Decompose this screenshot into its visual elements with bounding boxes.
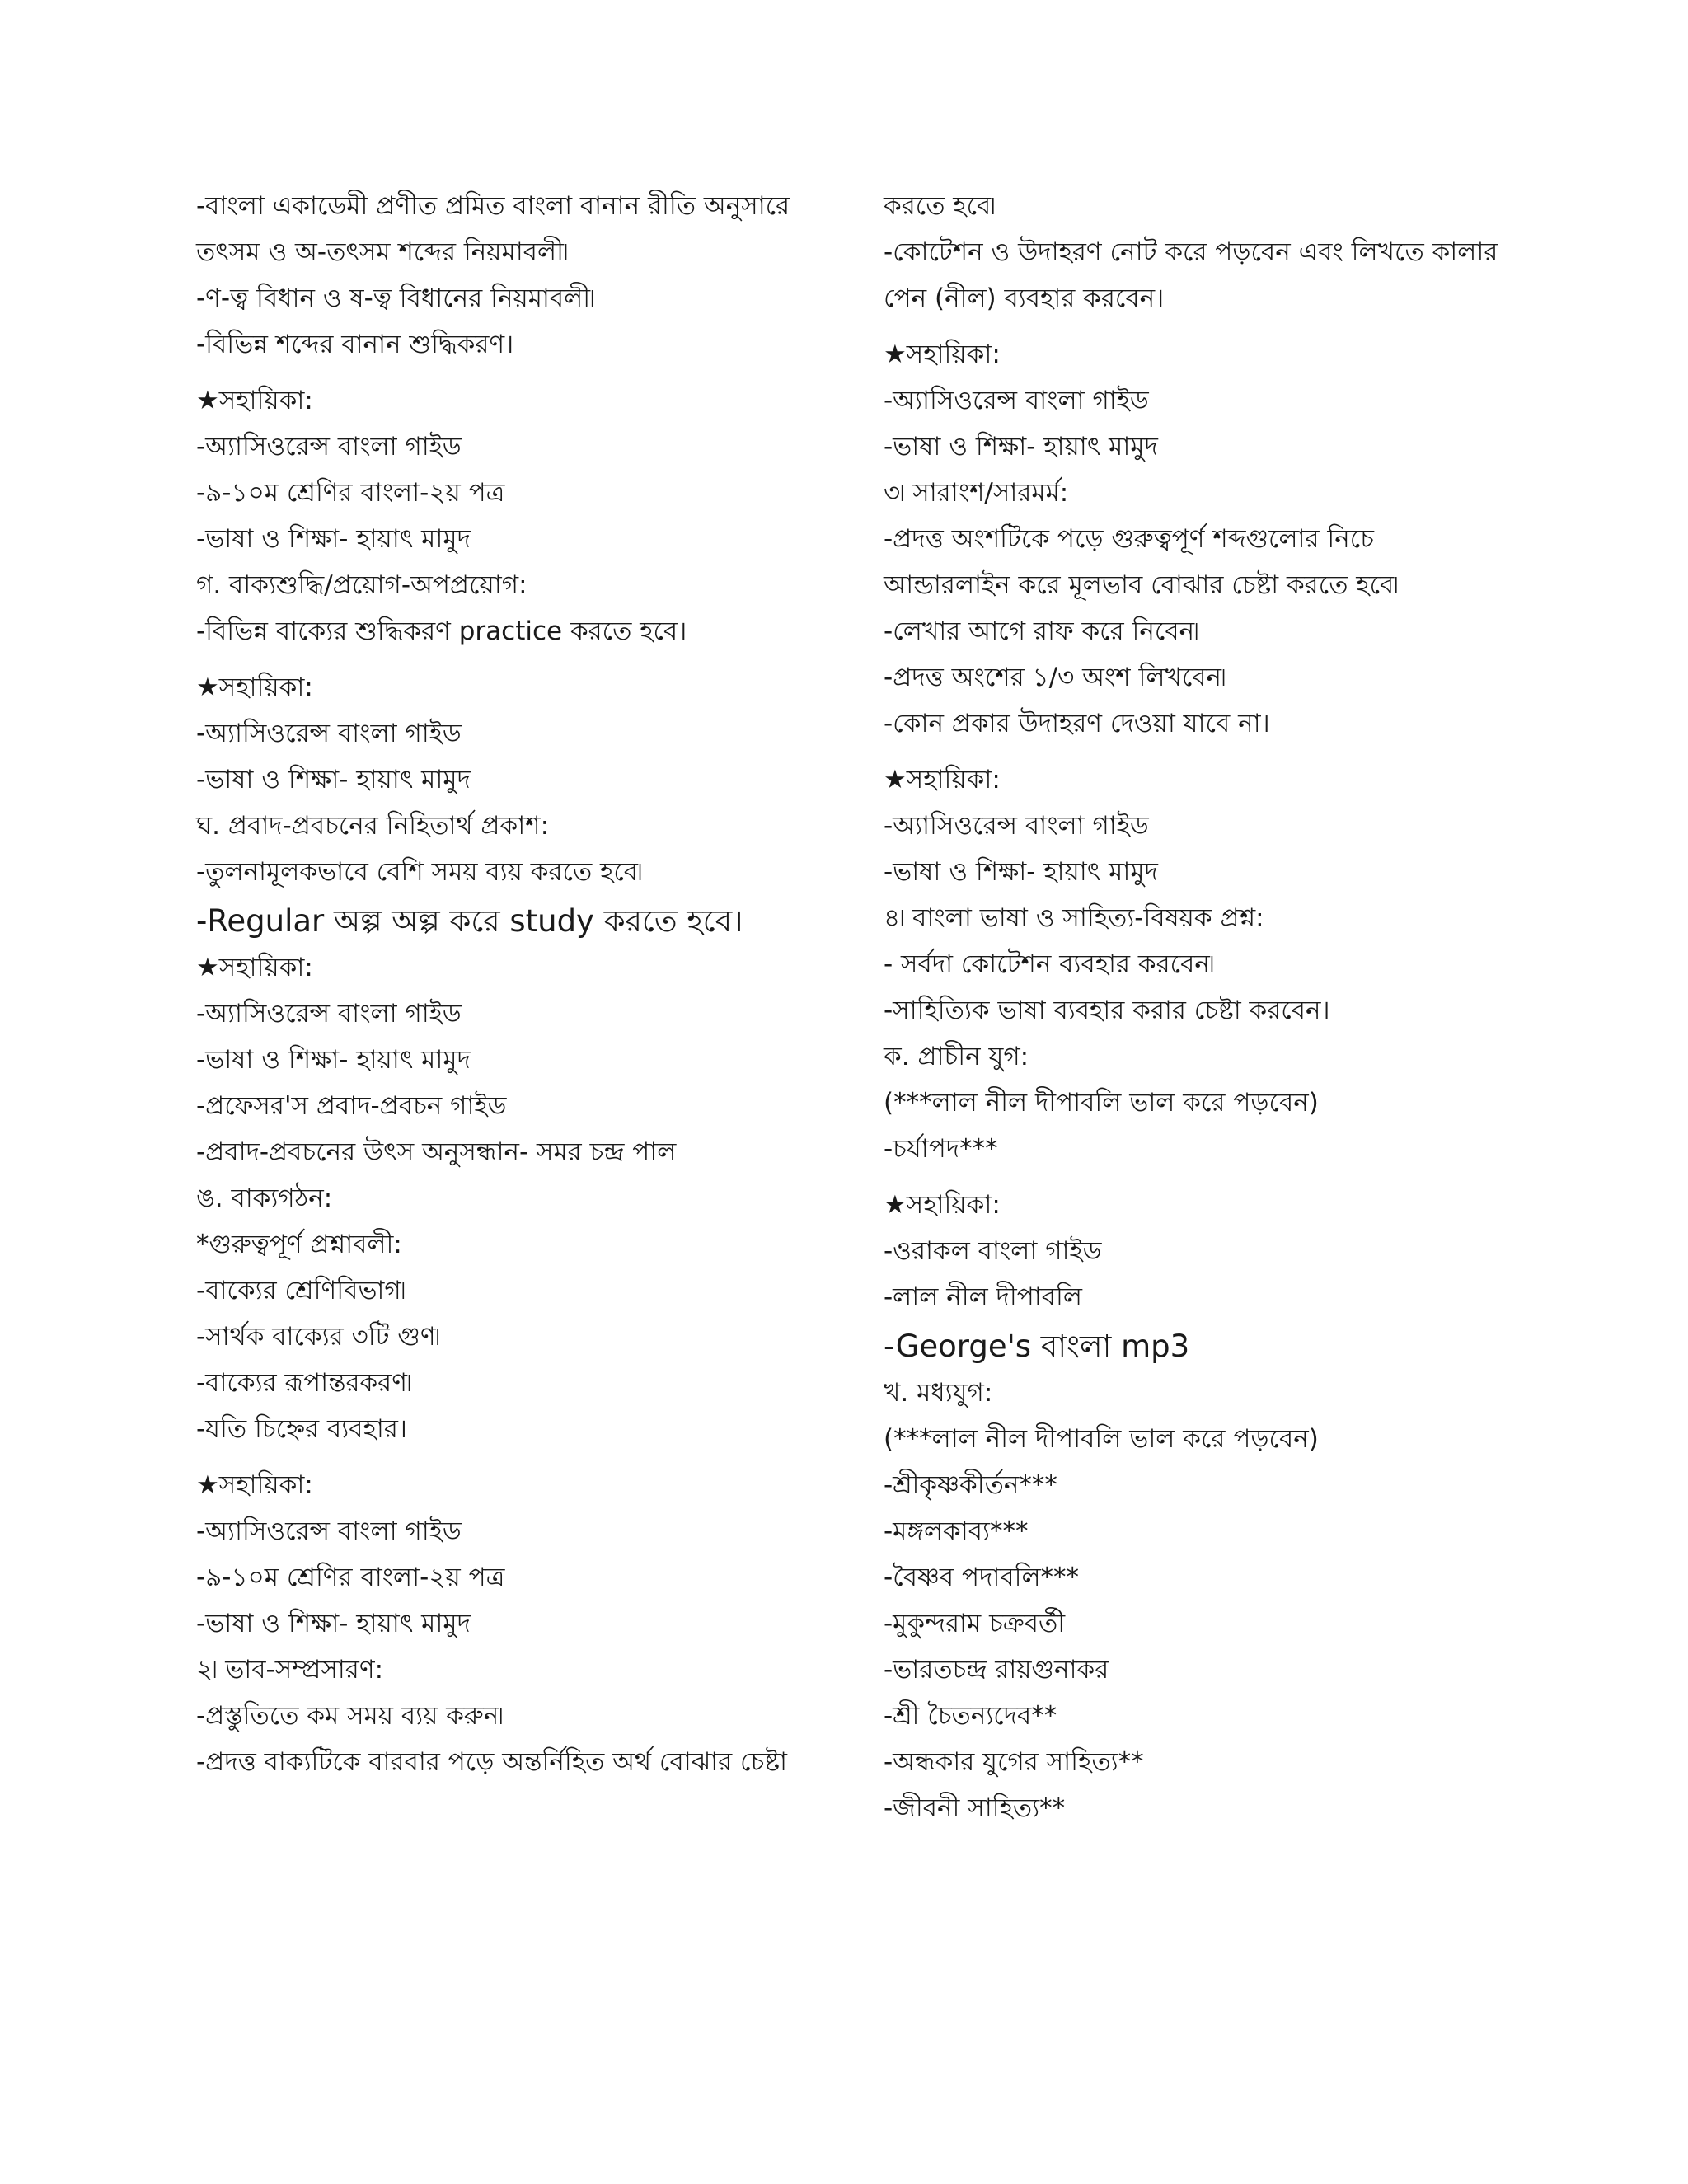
text-line: ৩৷ সারাংশ/সারমর্ম: <box>884 478 1069 508</box>
text-line: -বাক্যের শ্রেণিবিভাগ৷ <box>196 1276 406 1305</box>
text-line: *গুরুত্বপূর্ণ প্রশ্নাবলী: <box>196 1230 402 1259</box>
text-line: -প্রদত্ত অংশের ১/৩ অংশ লিখবেন৷ <box>884 663 1226 692</box>
text-line: -George's বাংলা mp3 <box>884 1329 1190 1364</box>
text-line: -কোন প্রকার উদাহরণ দেওয়া যাবে না। <box>884 709 1270 738</box>
text-line: -কোটেশন ও উদাহরণ নোট করে পড়বেন এবং লিখতে কালার <box>884 237 1498 267</box>
reference-heading: ★সহায়িকা: <box>884 340 1001 369</box>
text-line: ৪৷ বাংলা ভাষা ও সাহিত্য-বিষয়ক প্রশ্ন: <box>884 903 1264 933</box>
text-line: -অ্যাসিওরেন্স বাংলা গাইড <box>196 999 462 1029</box>
text-line: ঙ. বাক্যগঠন: <box>196 1183 333 1213</box>
text-line: -লেখার আগে রাফ করে নিবেন৷ <box>884 616 1199 646</box>
text-line: -Regular অল্প অল্প করে study করতে হবে। <box>196 903 743 939</box>
text-line: পেন (নীল) ব্যবহার করবেন। <box>884 284 1165 313</box>
text-line: -প্রস্তুতিতে কম সময় ব্যয় করুন৷ <box>196 1701 504 1731</box>
text-line: -শ্রী চৈতন্যদেব** <box>884 1701 1057 1731</box>
text-line: -চর্যাপদ*** <box>884 1134 998 1164</box>
reference-heading: ★সহায়িকা: <box>884 765 1001 794</box>
text-line: -অ্যাসিওরেন্স বাংলা গাইড <box>884 811 1149 841</box>
text-line: -লাল নীল দীপাবলি <box>884 1282 1082 1312</box>
text-line: গ. বাক্যশুদ্ধি/প্রয়োগ-অপপ্রয়োগ: <box>196 570 528 600</box>
reference-heading: ★সহায়িকা: <box>196 1470 313 1500</box>
reference-heading: ★সহায়িকা: <box>196 953 313 982</box>
text-line: -শ্রীকৃষ্ণকীর্তন*** <box>884 1470 1057 1500</box>
text-line: -৯-১০ম শ্রেণির বাংলা-২য় পত্র <box>196 478 505 508</box>
text-line: -অ্যাসিওরেন্স বাংলা গাইড <box>196 1516 462 1546</box>
text-line: -বৈষ্ণব পদাবলি*** <box>884 1563 1080 1592</box>
reference-heading: ★সহায়িকা: <box>884 1190 1001 1220</box>
text-line: -ওরাকল বাংলা গাইড <box>884 1236 1102 1266</box>
text-line: -৯-১০ম শ্রেণির বাংলা-২য় পত্র <box>196 1563 505 1592</box>
text-line: -বাংলা একাডেমী প্রণীত প্রমিত বাংলা বানান রীতি অনুসারে <box>196 191 790 221</box>
text-line: -ভাষা ও শিক্ষা- হায়াৎ মামুদ <box>196 1609 471 1638</box>
text-line: -প্রবাদ-প্রবচনের উৎস অনুসন্ধান- সমর চন্দ্র পাল <box>196 1137 677 1167</box>
text-line: -ভাষা ও শিক্ষা- হায়াৎ মামুদ <box>196 1045 471 1075</box>
text-line: -অ্যাসিওরেন্স বাংলা গাইড <box>196 719 462 748</box>
text-line: -ভাষা ও শিক্ষা- হায়াৎ মামুদ <box>196 524 471 554</box>
text-line: -ভারতচন্দ্র রায়গুনাকর <box>884 1655 1109 1685</box>
text-line: ২৷ ভাব-সম্প্রসারণ: <box>196 1655 384 1685</box>
text-line: -ভাষা ও শিক্ষা- হায়াৎ মামুদ <box>196 765 471 794</box>
text-line: করতে হবে৷ <box>884 191 996 221</box>
reference-heading: ★সহায়িকা: <box>196 386 313 415</box>
text-line: -বিভিন্ন শব্দের বানান শুদ্ধিকরণ। <box>196 330 514 359</box>
text-line: তৎসম ও অ-তৎসম শব্দের নিয়মাবলী৷ <box>196 237 569 267</box>
text-line: -মুকুন্দরাম চক্রবর্তী <box>884 1609 1066 1638</box>
text-line: ক. প্রাচীন যুগ: <box>884 1042 1029 1071</box>
text-line: -অ্যাসিওরেন্স বাংলা গাইড <box>884 386 1149 415</box>
text-line: (***লাল নীল দীপাবলি ভাল করে পড়বেন) <box>884 1088 1319 1118</box>
text-line: -বাক্যের রূপান্তরকরণ৷ <box>196 1368 412 1398</box>
text-line: - সর্বদা কোটেশন ব্যবহার করবেন৷ <box>884 949 1215 979</box>
text-line: -ভাষা ও শিক্ষা- হায়াৎ মামুদ <box>884 432 1158 462</box>
right-column <box>884 190 1510 1838</box>
text-line: -তুলনামূলকভাবে বেশি সময় ব্যয় করতে হবে৷ <box>196 857 643 887</box>
text-line: -জীবনী সাহিত্য** <box>884 1793 1066 1823</box>
text-line: -যতি চিহ্নের ব্যবহার। <box>196 1414 407 1444</box>
text-line: -বিভিন্ন বাক্যের শুদ্ধিকরণ practice করতে হবে। <box>196 616 687 646</box>
text-line: (***লাল নীল দীপাবলি ভাল করে পড়বেন) <box>884 1424 1319 1454</box>
text-line: -অন্ধকার যুগের সাহিত্য** <box>884 1747 1144 1777</box>
reference-heading: ★সহায়িকা: <box>196 673 313 702</box>
text-line: -প্রফেসর'স প্রবাদ-প্রবচন গাইড <box>196 1091 507 1121</box>
text-line: ঘ. প্রবাদ-প্রবচনের নিহিতার্থ প্রকাশ: <box>196 811 550 841</box>
text-line: -সাহিত্যিক ভাষা ব্যবহার করার চেষ্টা করবেন। <box>884 996 1330 1025</box>
text-line: -মঙ্গলকাব্য*** <box>884 1516 1029 1546</box>
text-line: -সার্থক বাক্যের ৩টি গুণ৷ <box>196 1322 440 1352</box>
text-line: -প্রদত্ত অংশটিকে পড়ে গুরুত্বপূর্ণ শব্দগুলোর নিচে <box>884 524 1374 554</box>
text-line: -প্রদত্ত বাক্যটিকে বারবার পড়ে অন্তর্নিহিত অর্থ বোঝার চেষ্টা <box>196 1747 787 1777</box>
text-line: আন্ডারলাইন করে মূলভাব বোঝার চেষ্টা করতে হবে৷ <box>884 570 1399 600</box>
text-line: খ. মধ্যযুগ: <box>884 1378 993 1408</box>
text-line: -ণ-ত্ব বিধান ও ষ-ত্ব বিধানের নিয়মাবলী৷ <box>196 284 595 313</box>
left-column <box>196 190 823 1792</box>
text-line: -ভাষা ও শিক্ষা- হায়াৎ মামুদ <box>884 857 1158 887</box>
text-line: -অ্যাসিওরেন্স বাংলা গাইড <box>196 432 462 462</box>
